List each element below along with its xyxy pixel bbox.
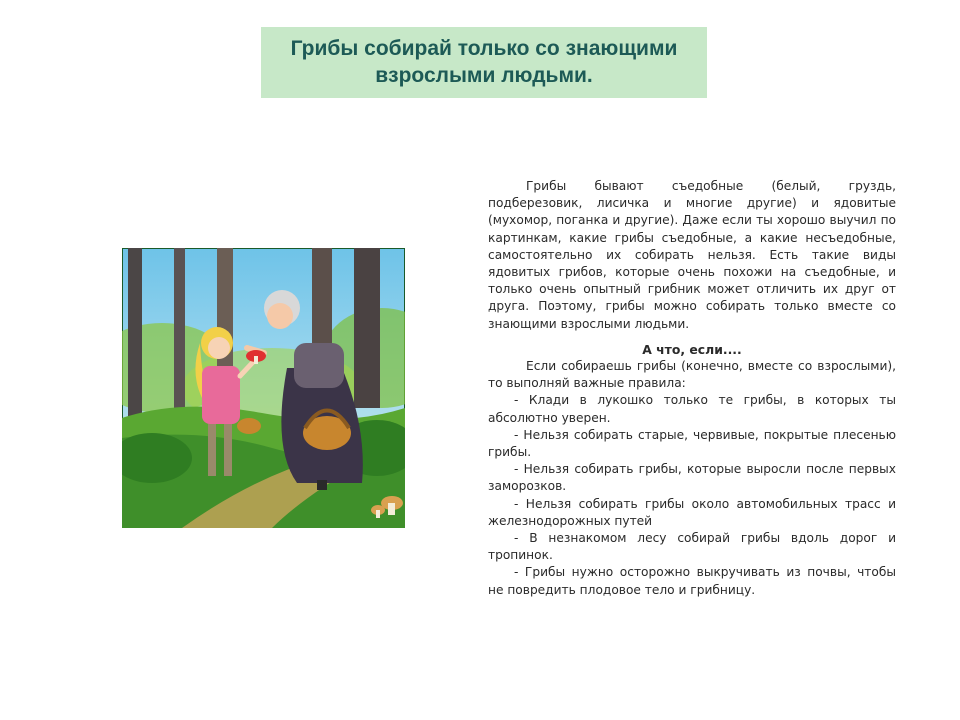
rule-item: - В незнакомом лесу собирай грибы вдоль дорог и тропинок. xyxy=(488,531,896,563)
title-line-2: взрослыми людьми. xyxy=(375,64,593,87)
title-banner xyxy=(261,27,707,98)
rule-item: - Грибы нужно осторожно выкручивать из почвы, чтобы не повредить плодовое тело и грибницу. xyxy=(488,565,896,597)
what-if-heading: А что, если.... xyxy=(642,341,742,357)
rule-item: - Клади в лукошко только те грибы, в которых ты абсолютно уверен. xyxy=(488,393,896,425)
title-line-1: Грибы собирай только со знающими xyxy=(290,37,678,60)
forest-illustration xyxy=(122,248,405,528)
intro-paragraph: Грибы бывают съедобные (белый, груздь, подберезовик, лисичка и многие другие) и ядовитые (мухомор, поганка и другие). Даже если ты хорошо выучил по картинкам, какие грибы съедобные, а какие несъедобные, самостоятельно их собирать нельзя. Есть такие виды ядовитых грибов, которые очень похожи на съедобные, и только очень опытный грибник может отличить их друг от друга. Поэтому, грибы можно собирать только вместе со знающими взрослыми людьми. xyxy=(488,179,896,331)
article-text xyxy=(488,178,896,599)
rule-item: - Нельзя собирать старые, червивые, покрытые плесенью грибы. xyxy=(488,427,896,460)
rule-item: - Нельзя собирать грибы, которые выросли после первых заморозков. xyxy=(488,462,896,494)
rule-item: - Нельзя собирать грибы около автомобильных трасс и железнодорожных путей xyxy=(488,496,896,528)
rules-lead: Если собираешь грибы (конечно, вместе со взрослыми), то выполняй важные правила: xyxy=(488,359,896,391)
